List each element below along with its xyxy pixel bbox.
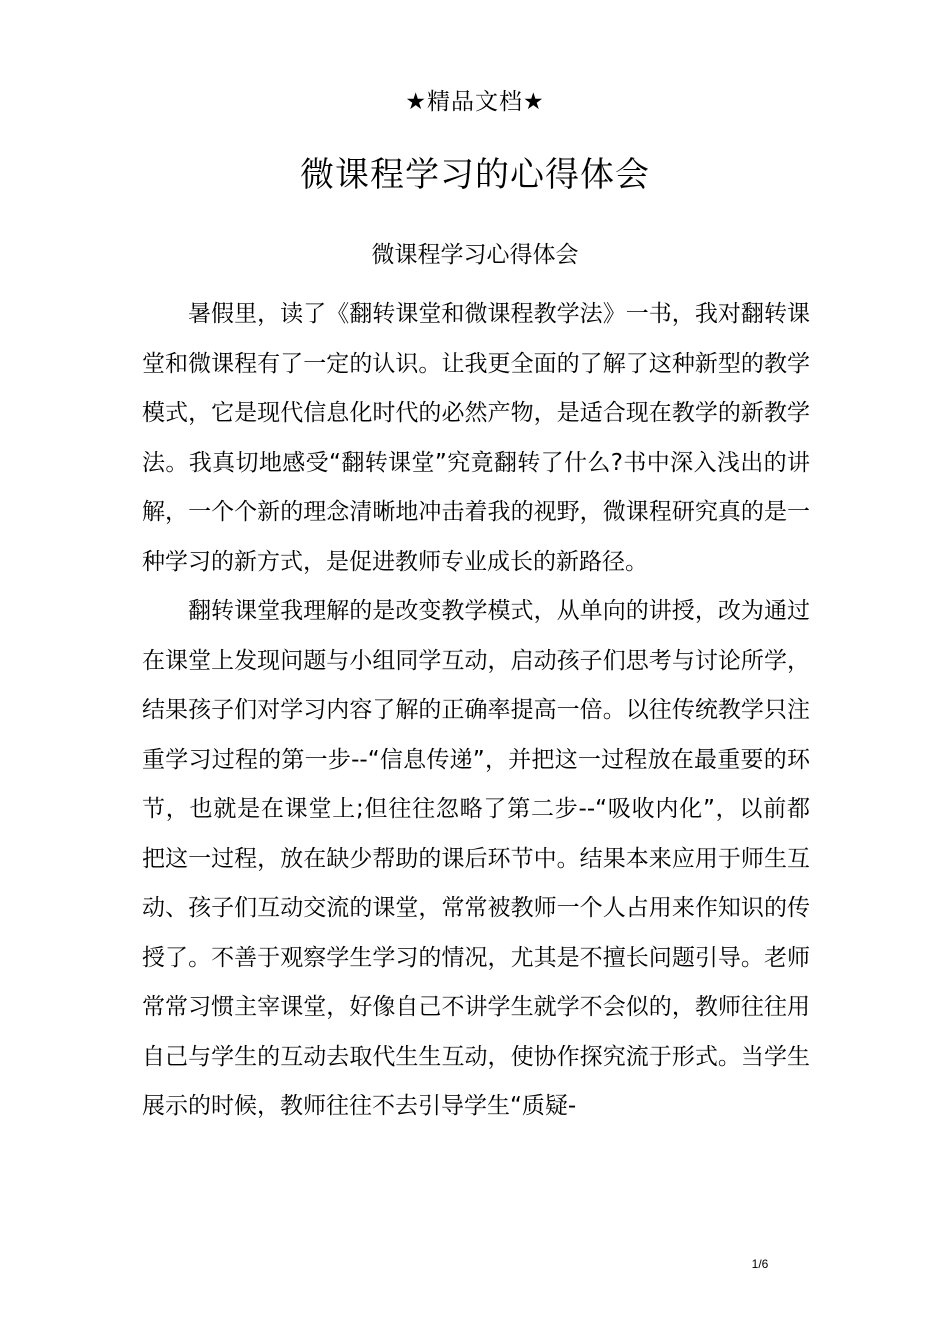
paragraph: 翻转课堂我理解的是改变教学模式，从单向的讲授，改为通过在课堂上发现问题与小组同学互动，启动孩子们思考与讨论所学，结果孩子们对学习内容了解的正确率提高一倍。以往传统教学只注重学习过程的第一步--“信息传递”，并把这一过程放在最重要的环节，也就是在课堂上;但往往忽略了第二步--“吸收内化”，以前都把这一过程，放在缺少帮助的课后环节中。结果本来应用于师生互动、孩子们互动交流的课堂，常常被教师一个人占用来作知识的传授了。不善于观察学生学习的情况，尤其是不擅长问题引导。老师常常习惯主宰课堂，好像自己不讲学生就学不会似的，教师往往用自己与学生的互动去取代生生互动，使协作探究流于形式。当学生展示的时候，教师往往不去引导学生“质疑- [142, 598, 810, 1119]
document-header: ★精品文档★ [405, 89, 545, 115]
document-subtitle: 微课程学习心得体会 [371, 242, 579, 268]
paragraph: 暑假里，读了《翻转课堂和微课程教学法》一书，我对翻转课堂和微课程有了一定的认识。让我更全面的了解了这种新型的教学模式，它是现代信息化时代的必然产物，是适合现在教学的新教学法。我真切地感受“翻转课堂”究竟翻转了什么?书中深入浅出的讲解，一个个新的理念清晰地冲击着我的视野，微课程研究真的是一种学习的新方式，是促进教师专业成长的新路径。 [142, 301, 810, 575]
document-title: 微课程学习的心得体会 [300, 155, 650, 195]
page-number: 1/6 [751, 1257, 769, 1271]
document-body [142, 290, 810, 1132]
